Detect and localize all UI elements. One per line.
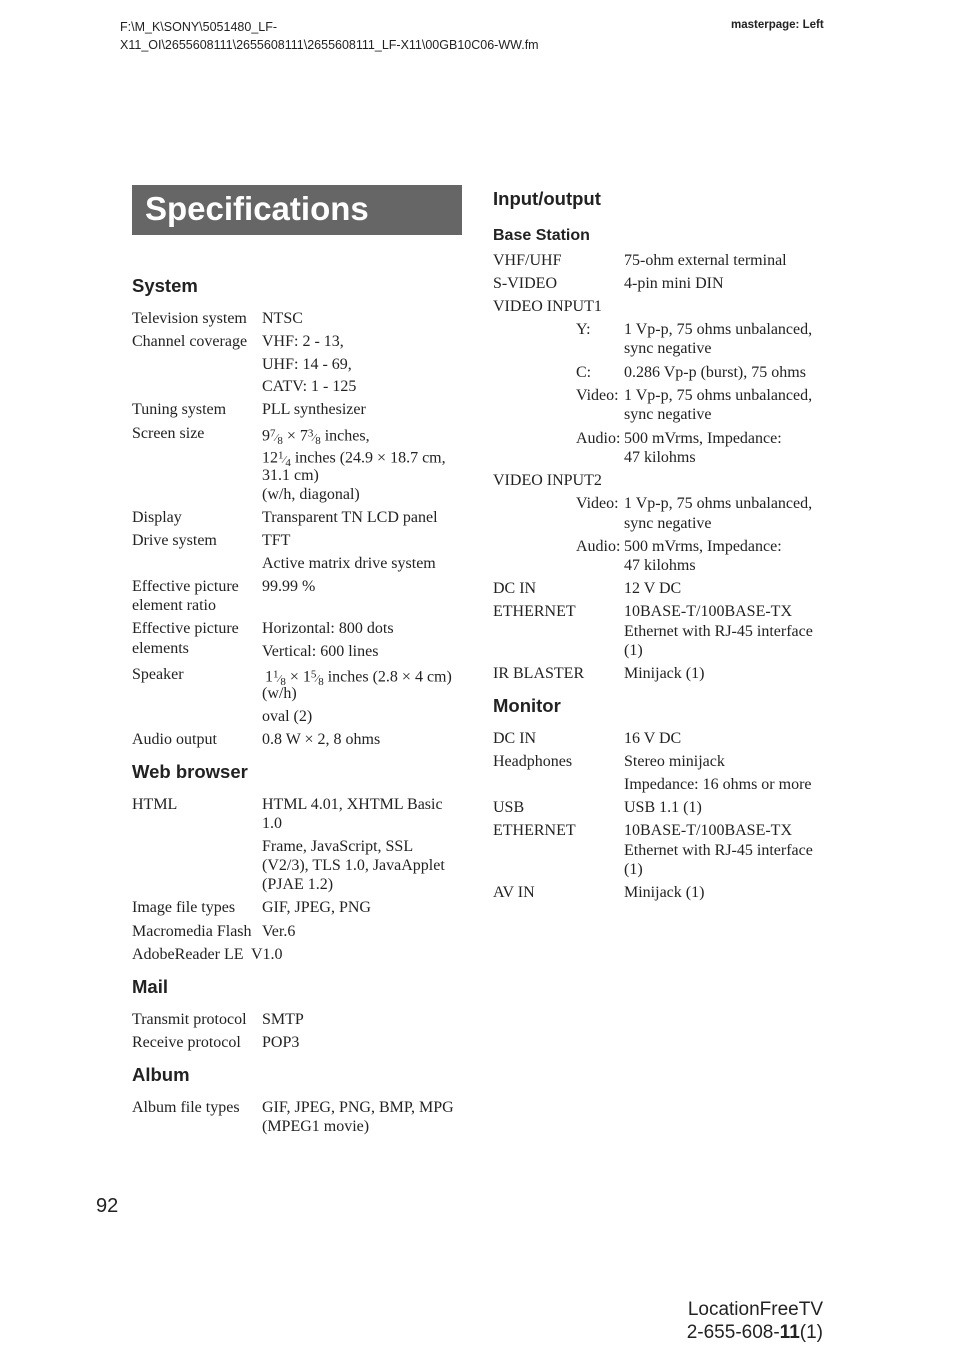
masterpage-label: masterpage: Left: [731, 19, 824, 31]
monitor-ethernet-value-2: Ethernet with RJ-45 interface: [624, 842, 813, 859]
vhf-uhf-label: VHF/UHF: [493, 252, 562, 269]
monitor-ethernet-label: ETHERNET: [493, 822, 576, 839]
monitor-dc-in-value: 16 V DC: [624, 730, 682, 747]
vin1-y-value-1: 1 Vp-p, 75 ohms unbalanced,: [624, 321, 813, 338]
s-video-value: 4-pin mini DIN: [624, 275, 724, 292]
screen-size-note: (w/h, diagonal): [262, 486, 360, 503]
flash-value: Ver.6: [262, 923, 296, 940]
html-value-4: (V2/3), TLS 1.0, JavaApplet: [262, 857, 445, 874]
display-value: Transparent TN LCD panel: [262, 509, 438, 526]
html-value-2: 1.0: [262, 815, 282, 832]
vin2-audio-value-1: 500 mVrms, Impedance:: [624, 538, 782, 555]
receive-protocol-value: POP3: [262, 1034, 300, 1051]
flash-label: Macromedia Flash: [132, 923, 252, 940]
av-in-value: Minijack (1): [624, 884, 705, 901]
headphones-value-2: Impedance: 16 ohms or more: [624, 776, 812, 793]
base-station-heading: Base Station: [493, 227, 590, 244]
base-ethernet-value-3: (1): [624, 642, 643, 659]
web-browser-heading: Web browser: [132, 761, 248, 782]
vin1-audio-value-1: 500 mVrms, Impedance:: [624, 430, 782, 447]
vin1-y-value-2: sync negative: [624, 340, 712, 357]
screen-size-label: Screen size: [132, 425, 205, 442]
speaker-label: Speaker: [132, 666, 184, 683]
screen-size-diagonal: $12^1⁄_4$ inches (24.9 × 18.7 cm,: [262, 449, 446, 469]
footer: [687, 1298, 823, 1344]
footer-product: LocationFreeTV: [687, 1299, 823, 1320]
vin1-c-label: C:: [576, 364, 592, 381]
mail-heading: Mail: [132, 976, 168, 997]
base-ethernet-value-1: 10BASE-T/100BASE-TX: [624, 603, 792, 620]
html-value-1: HTML 4.01, XHTML Basic: [262, 796, 443, 813]
headphones-value-1: Stereo minijack: [624, 753, 725, 770]
vin1-audio-label: Audio:: [576, 430, 621, 447]
base-dc-in-value: 12 V DC: [624, 580, 682, 597]
screen-size-inches: $9^7⁄_8$ × $7^3⁄_8$ inches,: [262, 427, 370, 447]
audio-output-value: 0.8 W × 2, 8 ohms: [262, 731, 381, 748]
channel-coverage-catv: CATV: 1 - 125: [262, 378, 357, 395]
adobe-reader-value: V1.0: [251, 946, 283, 963]
image-types-label: Image file types: [132, 899, 236, 916]
audio-output-label: Audio output: [132, 731, 217, 748]
file-path-header: [120, 18, 539, 54]
base-dc-in-label: DC IN: [493, 580, 537, 597]
effective-elements-vertical: Vertical: 600 lines: [262, 643, 379, 660]
ir-blaster-label: IR BLASTER: [493, 665, 585, 682]
html-value-3: Frame, JavaScript, SSL: [262, 838, 414, 855]
system-heading: System: [132, 275, 198, 296]
tv-system-label: Television system: [132, 310, 247, 327]
channel-coverage-uhf: UHF: 14 - 69,: [262, 356, 352, 373]
vhf-uhf-value: 75-ohm external terminal: [624, 252, 787, 269]
vin2-video-label: Video:: [576, 495, 619, 512]
monitor-dc-in-label: DC IN: [493, 730, 537, 747]
base-ethernet-value-2: Ethernet with RJ-45 interface: [624, 623, 813, 640]
tuning-system-label: Tuning system: [132, 401, 227, 418]
channel-coverage-vhf: VHF: 2 - 13,: [262, 333, 344, 350]
s-video-label: S-VIDEO: [493, 275, 557, 292]
video-input2-label: VIDEO INPUT2: [493, 472, 602, 489]
speaker-wh: (w/h): [262, 685, 297, 702]
video-input1-label: VIDEO INPUT1: [493, 298, 602, 315]
av-in-label: AV IN: [493, 884, 535, 901]
vin1-c-value: 0.286 Vp-p (burst), 75 ohms: [624, 364, 806, 381]
drive-system-matrix: Active matrix drive system: [262, 555, 436, 572]
image-types-value: GIF, JPEG, PNG: [262, 899, 371, 916]
headphones-label: Headphones: [493, 753, 573, 770]
receive-protocol-label: Receive protocol: [132, 1034, 241, 1051]
vin1-video-label: Video:: [576, 387, 619, 404]
display-label: Display: [132, 509, 182, 526]
usb-value: USB 1.1 (1): [624, 799, 702, 816]
channel-coverage-label: Channel coverage: [132, 333, 248, 350]
speaker-shape: oval (2): [262, 708, 313, 725]
page-title: Specifications: [145, 190, 369, 227]
vin1-audio-value-2: 47 kilohms: [624, 449, 696, 466]
page-number: 92: [96, 1195, 119, 1217]
album-heading: Album: [132, 1064, 190, 1085]
drive-system-label: Drive system: [132, 532, 217, 549]
vin1-y-label: Y:: [576, 321, 591, 338]
adobe-reader-label: AdobeReader LE: [132, 946, 244, 963]
drive-system-tft: TFT: [262, 532, 291, 549]
monitor-ethernet-value-1: 10BASE-T/100BASE-TX: [624, 822, 792, 839]
effective-ratio-value: 99.99 %: [262, 578, 316, 595]
usb-label: USB: [493, 799, 525, 816]
ir-blaster-value: Minijack (1): [624, 665, 705, 682]
effective-elements-horizontal: Horizontal: 800 dots: [262, 620, 394, 637]
footer-code: 2-655-608-11(1): [686, 1322, 823, 1343]
vin2-audio-value-2: 47 kilohms: [624, 557, 696, 574]
album-types-value-2: (MPEG1 movie): [262, 1118, 370, 1135]
html-value-5: (PJAE 1.2): [262, 876, 334, 893]
transmit-protocol-value: SMTP: [262, 1011, 304, 1028]
input-output-heading: Input/output: [493, 188, 601, 209]
tv-system-value: NTSC: [262, 310, 303, 327]
html-label: HTML: [132, 796, 178, 813]
monitor-heading: Monitor: [493, 695, 561, 716]
page-title-banner: [132, 185, 462, 235]
tuning-system-value: PLL synthesizer: [262, 401, 366, 418]
monitor-ethernet-value-3: (1): [624, 861, 643, 878]
vin2-video-value-2: sync negative: [624, 515, 712, 532]
vin1-video-value-2: sync negative: [624, 406, 712, 423]
vin2-audio-label: Audio:: [576, 538, 621, 555]
file-path-line-1: F:\M_K\SONY\5051480_LF-: [120, 20, 278, 34]
speaker-size: $1^1⁄_8$ × $1^5⁄_8$ inches (2.8 × 4 cm): [265, 668, 452, 688]
effective-elements-label-2: elements: [132, 640, 189, 657]
vin2-video-value-1: 1 Vp-p, 75 ohms unbalanced,: [624, 495, 813, 512]
album-types-label: Album file types: [132, 1099, 240, 1116]
screen-size-cm: 31.1 cm): [262, 467, 319, 484]
file-path-line-2: X11_OI\2655608111\2655608111\2655608111_LF-X11\00GB10C06-WW.fm: [120, 38, 539, 52]
album-types-value-1: GIF, JPEG, PNG, BMP, MPG: [262, 1099, 454, 1116]
effective-elements-label-1: Effective picture: [132, 620, 239, 637]
effective-ratio-label-2: element ratio: [132, 597, 216, 614]
base-ethernet-label: ETHERNET: [493, 603, 576, 620]
transmit-protocol-label: Transmit protocol: [132, 1011, 247, 1028]
vin1-video-value-1: 1 Vp-p, 75 ohms unbalanced,: [624, 387, 813, 404]
effective-ratio-label-1: Effective picture: [132, 578, 239, 595]
